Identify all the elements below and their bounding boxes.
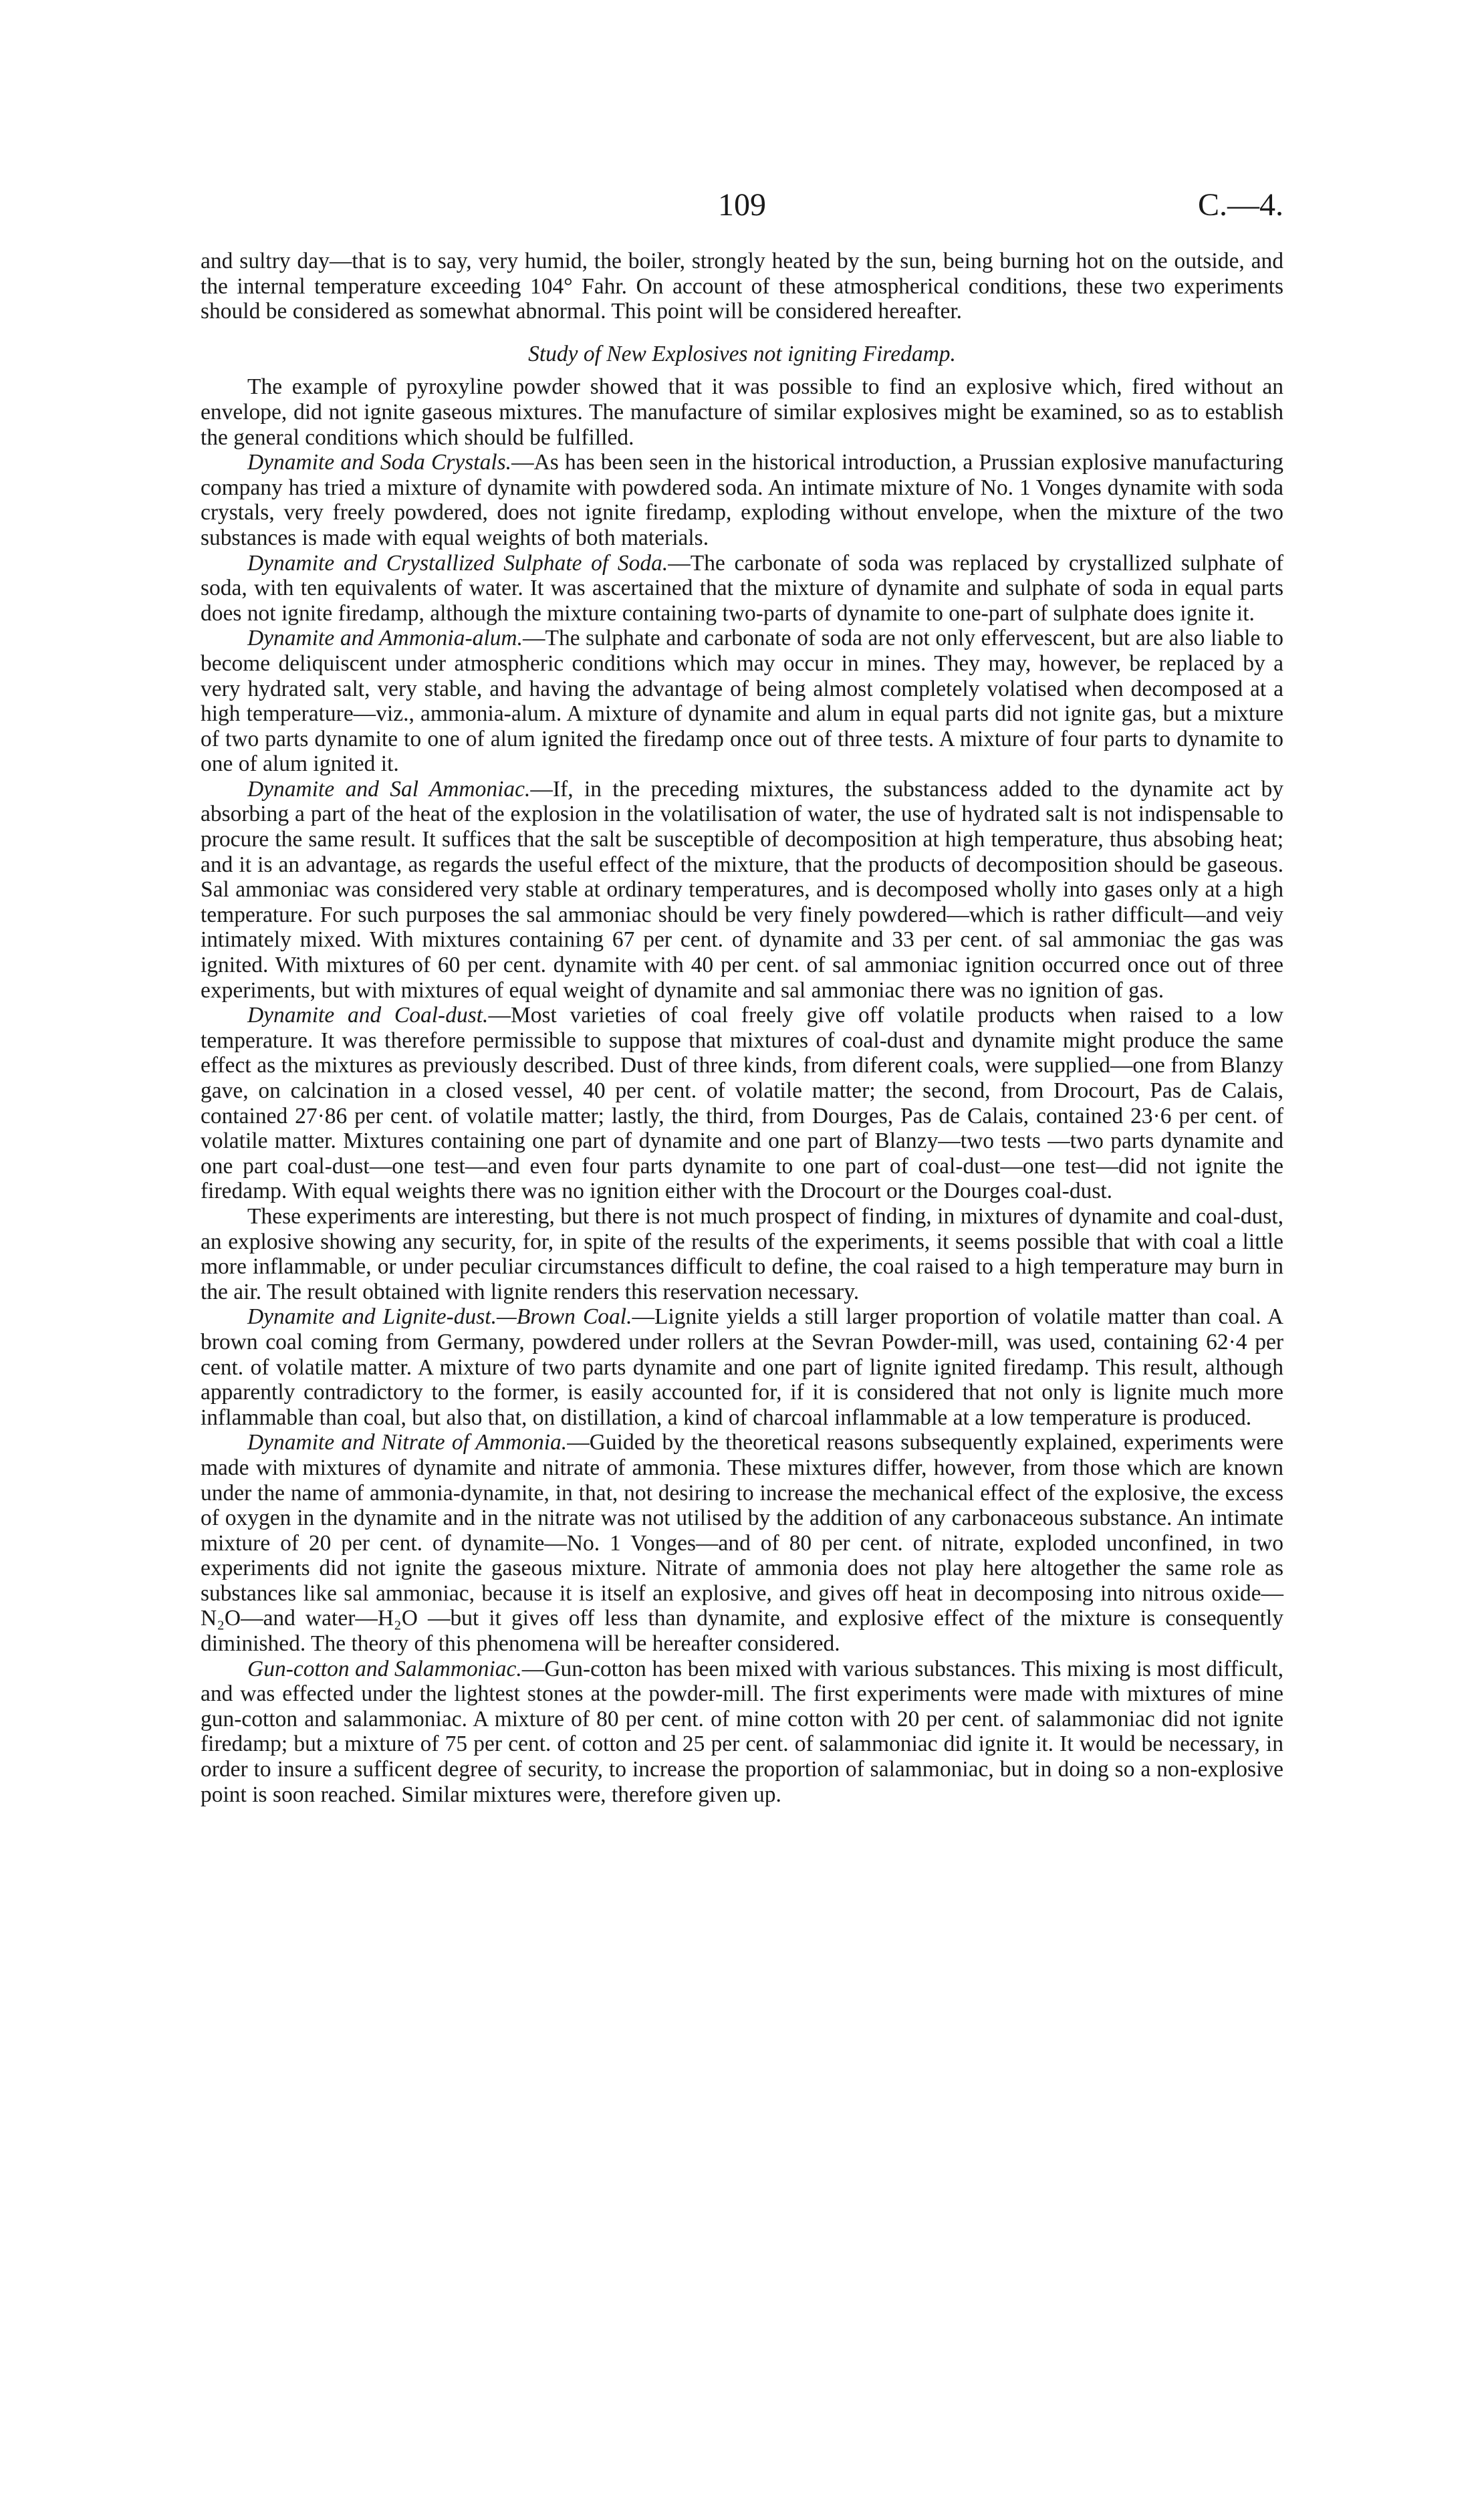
paragraph-lead: Dynamite and Nitrate of Ammonia. [247,1430,568,1455]
paragraph-coal-dust-remarks [201,1204,1283,1304]
paragraph-ammonia-alum [201,626,1283,777]
paragraph-lead: Dynamite and Lignite-dust.—Brown Coal. [247,1304,632,1330]
paragraph-text: —Most varieties of coal freely give off volatile products when raised to a low temperature. It was therefore permissible to suppose that mixtures of coal-dust and dynamite might produce the same effect as the mixtures as previously described. Dust of three kinds, from diferent coals, were supplied—one from Blanzy gave, on calcination in a closed vessel, 40 per cent. of volatile matter; the second, from Drocourt, Pas de Calais, contained 27·86 per cent. of volatile matter; lastly, the third, from Dourges, Pas de Calais, contained 23·6 per cent. of volatile matter. Mixtures containing one part of dynamite and one part of Blanzy—two tests —two parts dynamite and one part coal-dust—one test—and even four parts dynamite to one part of coal-dust—one test—did not ignite the firedamp. With equal weights there was no ignition either with the Drocourt or the Dourges coal-dust. [201,1003,1284,1204]
document-body [201,249,1283,1807]
intro-paragraph: and sultry day—that is to say, very humid, the boiler, strongly heated by the sun, being burning hot on the outside, and the internal temperature exceeding 104° Fahr. On account of these atmospherical conditions, these two experiments should be considered as somewhat abnormal. This point will be considered hereafter. [201,249,1283,324]
paragraph-pyroxyline: The example of pyroxyline powder showed that it was possible to find an explosive which, fired without an envelope, did not ignite gaseous mixtures. The manufacture of similar explosives might be examined, so as to establish the general conditions which should be fulfilled. [201,374,1283,450]
paragraph-lead: Gun-cotton and Salammoniac. [247,1656,522,1681]
paragraph-lead: Dynamite and Crystallized Sulphate of Soda. [247,550,668,576]
paragraph-nitrate-of-ammonia [201,1430,1283,1656]
paragraph-text: These experiments are interesting, but there is not much prospect of finding, in mixtures of dynamite and coal-dust, an explosive showing any security, for, in spite of the results of the experiments, it seems possible that with coal a little more inflammable, or under peculiar circumstances difficult to define, the coal raised to a high temperature may burn in the air. The result obtained with lignite renders this reservation necessary. [201,1203,1283,1304]
section-title: Study of New Explosives not igniting Firedamp. [528,341,956,366]
paragraph-text: —The sulphate and carbonate of soda are not only effervescent, but are also liable to become deliquiscent under atmospheric conditions which may occur in mines. They may, however, be replaced by a very hydrated salt, very stable, and having the advantage of being almost completely volatised when decomposed at a high temperature—viz., ammonia-alum. A mixture of dynamite and alum in equal parts did not ignite gas, but a mixture of two parts dynamite to one of alum ignited the firedamp once out of three tests. A mixture of four parts to dynamite to one of alum ignited it. [201,626,1283,777]
paragraph-coal-dust [201,1003,1283,1204]
paragraph-lead: Dynamite and Ammonia-alum. [247,626,523,651]
paragraph-lead: Dynamite and Soda Crystals. [247,450,512,475]
paragraph-sulphate-of-soda [201,551,1283,626]
paragraph-lignite-dust [201,1304,1283,1430]
paragraph-lead: Dynamite and Coal-dust. [247,1003,489,1028]
paragraph-text: —As has been seen in the historical introduction, a Prussian explosive manufacturing company has tried a mixture of dynamite with powdered soda. An intimate mixture of No. 1 Vonges dynamite with soda crystals, very freely powdered, does not ignite firedamp, exploding without envelope, when the mixture of the two substances is made with equal weights of both materials. [201,450,1283,550]
paragraph-gun-cotton [201,1657,1283,1808]
page-header [201,182,1283,229]
paragraph-soda-crystals [201,450,1283,550]
paragraph-text: —The carbonate of soda was replaced by crystallized sulphate of soda, with ten equivalents of water. It was ascertained that the mixture of dynamite and sulphate of soda in equal parts does not ignite firedamp, although the mixture containing two-parts of dynamite to one-part of sulphate does ignite it. [201,550,1284,626]
paragraph-lead: Dynamite and Sal Ammoniac. [247,776,531,802]
page-reference: C.—4. [1197,187,1283,223]
page-number: 109 [718,187,766,223]
paragraph-text: —Guided by the theoretical reasons subsequently explained, experiments were made with mixtures of dynamite and nitrate of ammonia. These mixtures differ, however, from those which are known under the name of ammonia-dynamite, in that, not desiring to increase the mechanical effect of the explosive, the excess of oxygen in the dynamite and in the nitrate was not utilised by the addition of any carbonaceous substance. An intimate mixture of 20 per cent. of dynamite—No. 1 Vonges—and of 80 per cent. of nitrate, exploded unconfined, in two experiments did not ignite the gaseous mixture. Nitrate of ammonia does not play here altogether the same role as substances like sal ammoniac, because it is itself an explosive, and gives off heat in decomposing into nitrous oxide—N₂O—and water—H₂O —but it gives off less than dynamite, and explosive effect of the mixture is consequently diminished. The theory of this phenomena will be hereafter considered. [201,1430,1283,1657]
paragraph-sal-ammoniac [201,777,1283,1003]
paragraph-text: —Lignite yields a still larger proportion of volatile matter than coal. A brown coal coming from Germany, powdered under rollers at the Sevran Powder-mill, was used, containing 62·4 per cent. of volatile matter. A mixture of two parts dynamite and one part of lignite ignited firedamp. This result, although apparently contradictory to the former, is easily accounted for, if it is considered that not only is lignite much more inflammable than coal, but also that, on distillation, a kind of charcoal inflammable at a low temperature is produced. [201,1304,1283,1430]
paragraph-text: —Gun-cotton has been mixed with various substances. This mixing is most difficult, and was effected under the lightest stones at the powder-mill. The first experiments were made with mixtures of mine gun-cotton and salammoniac. A mixture of 80 per cent. of mine cotton with 20 per cent. of salammoniac did not ignite firedamp; but a mixture of 75 per cent. of cotton and 25 per cent. of salammoniac did ignite it. It would be necessary, in order to insure a sufficent degree of security, to increase the proportion of salammoniac, but in doing so a non-explosive point is soon reached. Similar mixtures were, therefore given up. [201,1656,1283,1807]
paragraph-text: —If, in the preceding mixtures, the substancess added to the dynamite act by absorbing a part of the heat of the explosion in the volatilisation of water, the use of hydrated salt is not indispensable to procure the same result. It suffices that the salt be susceptible of decomposition at high temperature, thus absobing heat; and it is an advantage, as regards the useful effect of the mixture, that the products of decomposition should be gaseous. Sal ammoniac was considered very stable at ordinary temperatures, and is decomposed wholly into gases only at a high temperature. For such purposes the sal ammoniac should be very finely powdered—which is rather difficult—and veiy intimately mixed. With mixtures containing 67 per cent. of dynamite and 33 per cent. of sal ammoniac the gas was ignited. With mixtures of 60 per cent. dynamite with 40 per cent. of sal ammoniac ignition occurred once out of three experiments, but with mixtures of equal weight of dynamite and sal ammoniac there was no ignition of gas. [201,776,1283,1003]
